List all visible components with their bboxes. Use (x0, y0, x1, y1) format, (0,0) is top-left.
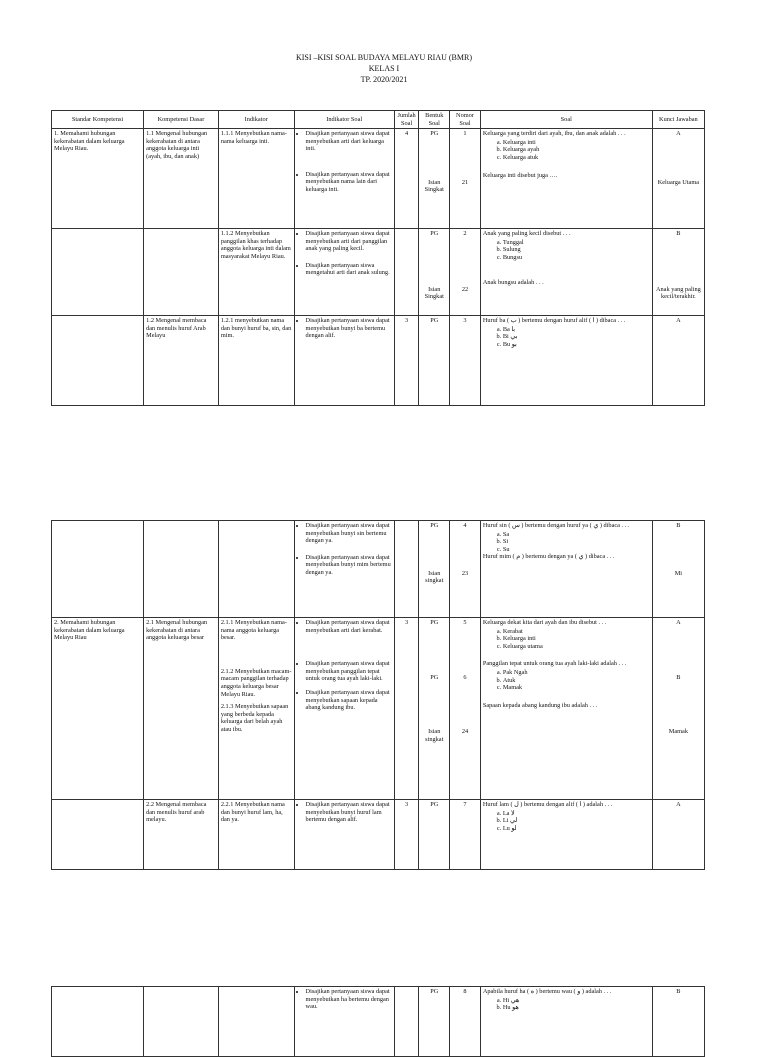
answer-option: c. Mamak (503, 684, 650, 692)
kunci-value: B (676, 522, 681, 529)
nomor-soal (450, 229, 481, 316)
soal (480, 800, 652, 870)
indikator: 2.2.1 Menyebutkan nama dan bunyi huruf lam, ha, dan ya. (218, 800, 294, 870)
soal-text: Huruf lam ( ل ) bertemu dengan alif ( ا ) adalah . . . (482, 801, 613, 808)
kisi-table-2 (51, 520, 705, 870)
kunci-jawaban (652, 618, 704, 800)
soal-text: Keluarga dekat kita dari ayah dan ibu disebut . . . (482, 619, 607, 626)
standar-kompetensi (52, 987, 144, 1057)
nomor-value: 24 (461, 728, 469, 736)
kisi-table-3 (51, 986, 705, 1057)
document-class: KELAS I (368, 64, 400, 73)
indikator (218, 987, 294, 1057)
kompetensi-dasar: 1.1 Mengenal hubungan kekerabatan di antara anggota keluarga inti (ayah, ibu, dan anak) (144, 129, 219, 229)
col-header-soal: Soal (480, 111, 652, 129)
kompetensi-dasar (144, 229, 219, 316)
answer-option: b. Sulung (503, 246, 650, 254)
soal-text: Anak bungsu adalah . . . (482, 279, 544, 287)
kompetensi-dasar (144, 987, 219, 1057)
indikator-item: 2.1.2 Menyebutkan macam-macam panggilan terhadap anggota keluarga besar Melayu Riau. (220, 667, 292, 698)
soal-text: Panggilan tepat untuk orang tua ayah laki-laki adalah . . . (482, 660, 627, 668)
kompetensi-dasar: 2.2 Mengenal membaca dan menulis huruf arab melayu. (144, 800, 219, 870)
indikator (218, 521, 294, 618)
table-row (52, 229, 705, 316)
answer-option: c. Keluarga atuk (503, 154, 650, 162)
indikator-soal-item: • Disajikan pertanyaan siswa dapat menyebutkan panggilan tepat untuk orang tua ayah laki-laki. (306, 660, 392, 683)
indikator: 1.1.1 Menyebutkan nama- nama keluarga inti. (218, 129, 294, 229)
indikator-soal-item: • Disajikan pertanyaan siswa dapat menyebutkan bunyi ba bertemu dengan alif. (306, 317, 392, 340)
kunci-jawaban (652, 229, 704, 316)
answer-option: b. Hu هو (503, 1004, 650, 1012)
kunci-value: B (676, 673, 681, 681)
indikator: 1.1.2 Menyebutkan panggilan khas terhadap anggota keluarga inti dalam masyarakat Melayu Riau. (218, 229, 294, 316)
kunci-value: Anak yang paling kecil/terakhir. (655, 285, 701, 301)
nomor-value: 2 (463, 230, 467, 237)
indikator: 1.2.1 menyebutkan nama dan bunyi huruf ba, sin, dan mim. (218, 316, 294, 406)
answer-option: a. Ba با (503, 326, 650, 334)
indikator-soal (294, 229, 394, 316)
col-header-indikator: Indikator (218, 111, 294, 129)
indikator-soal-item: • Disajikan pertanyaan siswa dapat menyebutkan arti dari kerabat. (306, 619, 392, 634)
indikator-soal (294, 129, 394, 229)
soal-text: Keluarga yang terdiri dari ayah, ibu, dan anak adalah . . . (482, 130, 626, 137)
kunci-jawaban: B (652, 987, 704, 1057)
nomor-soal: 8 (450, 987, 481, 1057)
nomor-value: 1 (463, 130, 467, 137)
answer-option: c. Bungsu (503, 254, 650, 262)
bentuk-value: PG (430, 673, 439, 681)
col-header-jumlah: Jumlah Soal (394, 111, 419, 129)
answer-option: a. Sa (503, 531, 650, 539)
soal (480, 987, 652, 1057)
soal-text: Huruf sin ( س ) bertemu dengan huruf ya ( ي ) dibaca . . . (482, 522, 630, 529)
bentuk-value: PG (430, 522, 439, 529)
table-row (52, 129, 705, 229)
kunci-jawaban: A (652, 316, 704, 406)
standar-kompetensi (52, 229, 144, 316)
answer-option: c. Lu لو (503, 825, 650, 833)
indikator-soal-item: • Disajikan pertanyaan siswa dapat menyebutkan arti dari keluarga inti. (306, 130, 392, 153)
nomor-value: 6 (463, 673, 467, 681)
col-header-standar: Standar Kompetensi (52, 111, 144, 129)
indikator-soal-item: • Disajikan pertanyaan siswa dapat menyebutkan nama lain dari keluarga inti. (306, 171, 392, 194)
table-row (52, 521, 705, 618)
indikator-soal-item: • Disajikan pertanyaan siswa dapat menyebutkan bunyi mim bertemu dengan ya. (306, 554, 392, 577)
answer-option: a. Keluarga inti (503, 139, 650, 147)
soal (480, 229, 652, 316)
soal-text: Huruf mim ( م ) bertemu dengan ya ( ي ) dibaca . . . (482, 553, 615, 561)
standar-kompetensi (52, 800, 144, 870)
bentuk-value: PG (430, 230, 439, 237)
standar-kompetensi: 1. Memahami hubungan kekerabatan dalam keluarga Melayu Riau. (52, 129, 144, 229)
kunci-value: Mamak (668, 728, 688, 736)
col-header-kompetensi: Kompetensi Dasar (144, 111, 219, 129)
table-row (52, 316, 705, 406)
indikator-soal-item: • Disajikan pertanyaan siswa dapat menyebutkan bunyi sin bertemu dengan ya. (306, 522, 392, 545)
bentuk-soal: PG (419, 316, 450, 406)
col-header-indikator-soal: Indikator Soal (294, 111, 394, 129)
answer-option: c. Su (503, 546, 650, 554)
kunci-value: A (676, 130, 681, 137)
answer-option: a. Hi هي (503, 997, 650, 1005)
nomor-value: 22 (461, 285, 469, 293)
nomor-soal (450, 618, 481, 800)
bentuk-soal (419, 521, 450, 618)
document-header (0, 52, 768, 85)
indikator-soal-item: • Disajikan pertanyaan siswa dapat menyebutkan sapaan kepada abang kandung ibu. (306, 689, 392, 712)
jumlah-soal (394, 229, 419, 316)
bentuk-value: Isian Singkat (424, 178, 444, 194)
jumlah-soal: 3 (394, 800, 419, 870)
answer-option: b. Si (503, 538, 650, 546)
col-header-kunci: Kunci Jawaban (652, 111, 704, 129)
nomor-value: 4 (463, 522, 467, 529)
col-header-bentuk: Bentuk Soal (419, 111, 450, 129)
indikator-soal (294, 618, 394, 800)
bentuk-soal (419, 229, 450, 316)
indikator-soal-item: • Disajikan pertanyaan siswa dapat menyebutkan arti dari panggilan anak yang paling kecil. (306, 230, 392, 253)
indikator-soal (294, 521, 394, 618)
answer-option: b. Bi بي (503, 333, 650, 341)
indikator-item: 2.1.3 Menyebutkan sapaan yang berbeda kepada keluarga dari belah ayah atau ibu. (220, 703, 289, 733)
bentuk-value: Isian singkat (425, 569, 444, 585)
nomor-soal: 3 (450, 316, 481, 406)
jumlah-soal (394, 987, 419, 1057)
document-year: TP. 2020/2021 (360, 75, 408, 84)
soal (480, 618, 652, 800)
indikator-soal-item: • Disajikan pertanyaan siswa dapat menyebutkan bunyi huruf lam bertemu dengan alif. (306, 801, 392, 824)
bentuk-soal: PG (419, 800, 450, 870)
answer-option: b. Li لي (503, 817, 650, 825)
nomor-value: 23 (461, 569, 469, 577)
document-title: KISI –KISI SOAL BUDAYA MELAYU RIAU (BMR) (295, 53, 472, 62)
kunci-value: B (676, 230, 681, 237)
indikator-soal (294, 800, 394, 870)
answer-option: c. Keluarga utama (503, 643, 650, 651)
table-row (52, 800, 705, 870)
soal-text: Keluarga inti disebut juga …. (482, 172, 558, 180)
standar-kompetensi: 2. Memahami hubungan kekerabatan dalam keluarga Melayu Riau (52, 618, 144, 800)
jumlah-soal: 3 (394, 316, 419, 406)
kunci-jawaban (652, 521, 704, 618)
indikator-soal-item: • Disajikan pertanyaan siswa mengetahui arti dari anak sulung. (306, 262, 392, 277)
soal-text: Huruf ba ( ب ) bertemu dengan huruf alif ( ا ) dibaca . . . (482, 317, 626, 324)
kunci-value: Mi (674, 569, 683, 577)
answer-option: a. Kerabat (503, 628, 650, 636)
kompetensi-dasar (144, 521, 219, 618)
col-header-nomor: Nomor Soal (450, 111, 481, 129)
nomor-soal (450, 129, 481, 229)
nomor-soal (450, 521, 481, 618)
bentuk-soal (419, 129, 450, 229)
jumlah-soal (394, 521, 419, 618)
kompetensi-dasar: 2.1 Mengenal hubungan kekerabatan di antara anggota keluarga besar (144, 618, 219, 800)
kisi-table-1 (51, 110, 705, 406)
kompetensi-dasar: 1.2 Mengenal membaca dan menulis huruf Arab Melayu (144, 316, 219, 406)
standar-kompetensi (52, 521, 144, 618)
answer-option: b. Atuk (503, 677, 650, 685)
soal (480, 316, 652, 406)
kunci-jawaban (652, 129, 704, 229)
jumlah-soal: 3 (394, 618, 419, 800)
answer-option: a. Tunggal (503, 239, 650, 247)
soal-text: Apabila huruf ha ( ه ) bertemu wau ( و ) adalah . . . (482, 988, 612, 995)
table-header-row (52, 111, 705, 129)
indikator-soal (294, 316, 394, 406)
soal (480, 521, 652, 618)
answer-option: c. Bu بو (503, 341, 650, 349)
nomor-value: 21 (461, 178, 469, 186)
nomor-soal: 7 (450, 800, 481, 870)
soal (480, 129, 652, 229)
answer-option: b. Keluarga inti (503, 635, 650, 643)
answer-option: a. Pak Ngah (503, 669, 650, 677)
bentuk-value: PG (430, 619, 439, 626)
bentuk-value: PG (430, 130, 439, 137)
soal-text: Anak yang paling kecil disebut . . . (482, 230, 571, 237)
table-row (52, 987, 705, 1057)
jumlah-soal: 4 (394, 129, 419, 229)
indikator-soal (294, 987, 394, 1057)
bentuk-soal: PG (419, 987, 450, 1057)
table-row (52, 618, 705, 800)
answer-option: a. La لا (503, 810, 650, 818)
answer-option: b. Keluarga ayah (503, 146, 650, 154)
kunci-value: Keluarga Utama (657, 178, 700, 186)
indikator-item: 2.1.1 Menyebutkan nama-nama anggota keluarga besar. (220, 619, 287, 642)
indikator (218, 618, 294, 800)
bentuk-soal (419, 618, 450, 800)
kunci-jawaban: A (652, 800, 704, 870)
indikator-soal-item: • Disajikan pertanyaan siswa dapat menyebutkan ha bertemu dengan wau. (306, 988, 392, 1011)
bentuk-value: Isian Singkat (424, 285, 444, 301)
nomor-value: 5 (463, 619, 467, 626)
standar-kompetensi (52, 316, 144, 406)
soal-text: Sapaan kepada abang kandung ibu adalah . . . (482, 701, 598, 709)
bentuk-value: Isian singkat (425, 728, 444, 743)
kunci-value: A (676, 619, 681, 626)
